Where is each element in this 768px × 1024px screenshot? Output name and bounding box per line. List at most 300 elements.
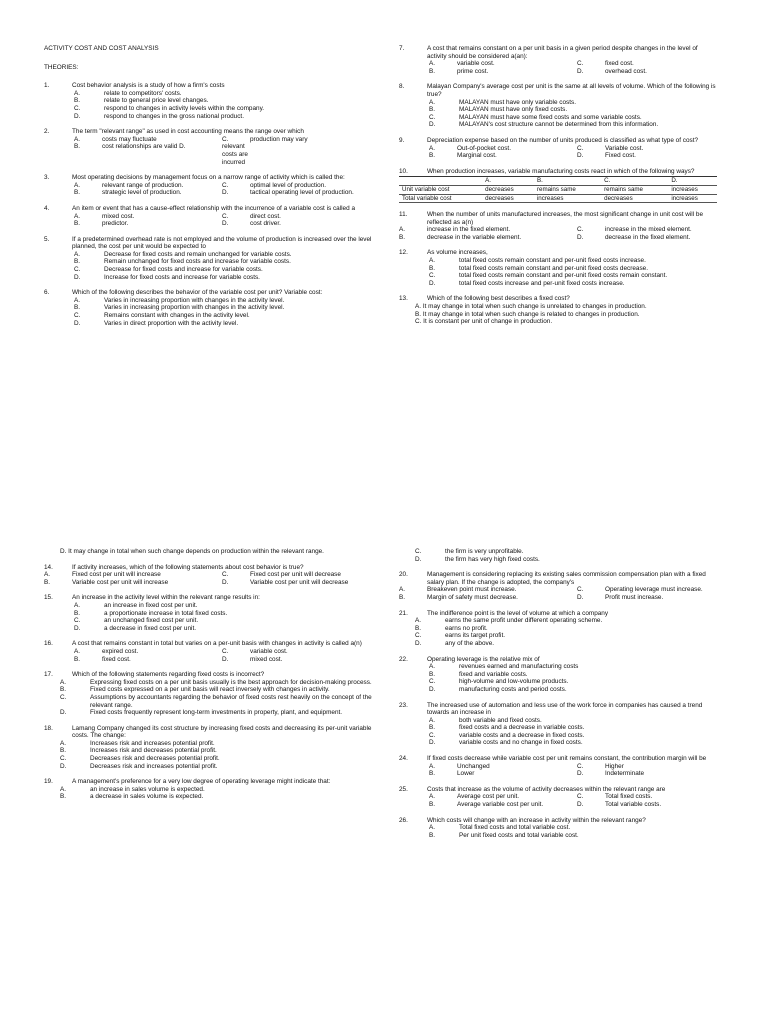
- answer-option: [44, 602, 372, 610]
- option-letter: C.: [74, 617, 81, 625]
- option-letter: D.: [222, 189, 229, 197]
- question-stem: When the number of units manufactured increases, the most significant change in unit cost will be reflected as a(n): [427, 211, 704, 226]
- question-stem: Costs that increase as the volume of activity decreases within the relevant range are: [427, 785, 666, 793]
- option-letter: C.: [222, 571, 229, 579]
- option-text: revenues earned and manufacturing costs: [459, 663, 579, 671]
- question-stem-row: [399, 249, 717, 257]
- question-number: 10.: [399, 167, 408, 175]
- question: [44, 564, 372, 587]
- option-text: Operating leverage must increase.: [605, 586, 703, 594]
- question-number: 8.: [399, 83, 405, 91]
- question: [44, 82, 372, 120]
- answer-option: [399, 99, 717, 107]
- option-text: Total fixed costs and total variable cost.: [459, 824, 571, 832]
- question: [399, 786, 717, 809]
- option-text: fixed costs and a decrease in variable costs.: [459, 724, 585, 732]
- question-number: 12.: [399, 249, 408, 257]
- option-text: production may vary: [250, 135, 308, 143]
- answer-option: [44, 266, 372, 274]
- answer-option: [399, 678, 717, 686]
- question-number: 6.: [44, 289, 50, 297]
- option-text: fixed cost.: [102, 655, 131, 663]
- question-stem-row: [399, 610, 717, 618]
- option-letter: D.: [429, 739, 436, 747]
- option-text: both variable and fixed costs.: [459, 716, 542, 724]
- answer-option-row: [74, 189, 372, 197]
- answer-option-row: [44, 579, 372, 587]
- option-letter: B.: [399, 593, 406, 601]
- answer-option: [399, 257, 717, 265]
- option-text: total fixed costs remain constant and per-unit fixed costs decrease.: [459, 264, 648, 272]
- question-stem-row: [399, 83, 717, 98]
- option-text: costs may fluctuate: [102, 135, 157, 143]
- table-cell: remains same: [601, 185, 668, 194]
- option-text: total fixed costs remain constant and per-unit fixed costs increase.: [459, 257, 646, 265]
- option-letter: D.: [415, 639, 422, 647]
- option-text: prime cost.: [457, 67, 489, 75]
- question-stem: Management is considering replacing its existing sales commission compensation plan with a fixed salary plan. If the change is adopted, the company's: [427, 571, 706, 586]
- option-text: the firm has very high fixed costs.: [445, 555, 540, 563]
- option-text: Out-of-pocket cost.: [457, 144, 511, 152]
- question-stem-row: [399, 656, 717, 664]
- answer-option-row: [74, 143, 372, 166]
- table-header-cell: A.: [482, 177, 534, 186]
- option-text: Fixed costs frequently represent long-term investments in property, plant, and equipment.: [90, 709, 343, 717]
- option-letter: A.: [429, 716, 436, 724]
- option-letter: B.: [74, 143, 81, 151]
- question-number: 22.: [399, 655, 408, 663]
- option-text: MALAYAN's cost structure cannot be determined from this information.: [459, 121, 659, 129]
- option-letter: C.: [222, 181, 229, 189]
- question-stem: When production increases, variable manufacturing costs react in which of the following ways?: [427, 167, 695, 175]
- answer-option: [415, 625, 717, 633]
- option-letter: A.: [74, 135, 81, 143]
- question: [44, 640, 372, 663]
- answer-option: [415, 548, 717, 556]
- option-letter: C.: [74, 104, 81, 112]
- option-letter: B.: [429, 67, 436, 75]
- option-letter: C.: [60, 693, 67, 701]
- question-stem: A cost that remains constant in total but varies on a per-unit basis with changes in activity is called a(n): [72, 640, 362, 648]
- table-cell: Unit variable cost: [399, 185, 482, 194]
- question-number: 16.: [44, 640, 53, 648]
- question-number: 25.: [399, 785, 408, 793]
- question-number: 9.: [399, 136, 405, 144]
- answer-option: [399, 739, 717, 747]
- option-text: an increase in sales volume is expected.: [90, 785, 205, 793]
- question-stem-row: [44, 778, 372, 786]
- option-text: Fixed cost per unit will increase: [72, 571, 161, 579]
- question-number: 3.: [44, 174, 50, 182]
- option-letter: D.: [429, 121, 436, 129]
- option-text: Remains constant with changes in the activity level.: [104, 312, 250, 320]
- question-stem: A cost that remains constant on a per unit basis in a given period despite changes in the level of activity should be considered a(an):: [427, 45, 698, 60]
- question: [399, 295, 717, 325]
- option-text: optimal level of production.: [250, 181, 327, 189]
- answer-option: [60, 793, 372, 801]
- option-text: Variable cost.: [605, 144, 644, 152]
- answer-option-row: [429, 68, 717, 76]
- answer-option: [399, 121, 717, 129]
- answer-option: [415, 617, 717, 625]
- option-letter: A.: [60, 739, 67, 747]
- answer-option: [44, 105, 372, 113]
- option-text: Unchanged: [457, 762, 490, 770]
- option-letter: A.: [74, 647, 81, 655]
- answer-option: [60, 755, 372, 763]
- question-number: 19.: [44, 778, 53, 786]
- option-letter: C.: [577, 226, 584, 234]
- option-text: increase in the fixed element.: [427, 226, 511, 234]
- option-letter: A.: [74, 296, 81, 304]
- answer-option-row: [74, 220, 372, 228]
- option-text: the firm is very unprofitable.: [445, 548, 524, 555]
- answer-option: [415, 556, 717, 564]
- option-letter: D.: [74, 273, 81, 281]
- question-number: 23.: [399, 701, 408, 709]
- question-stem-row: [44, 174, 372, 182]
- option-letter: B.: [429, 152, 436, 160]
- answer-option-row: [74, 656, 372, 664]
- question: [44, 128, 372, 166]
- option-text: cost relationships are valid D.: [102, 143, 186, 151]
- option-letter: B.: [74, 189, 81, 197]
- option-letter: A.: [429, 663, 436, 671]
- answer-option-row: [399, 234, 717, 242]
- answer-option: [44, 258, 372, 266]
- option-letter: D.: [60, 762, 67, 770]
- page-one-right-column: [399, 45, 717, 334]
- option-letter: C.: [74, 266, 81, 274]
- answer-option: [44, 312, 372, 320]
- option-letter: B.: [399, 233, 406, 241]
- option-letter: B.: [429, 670, 436, 678]
- table-cell: increases: [668, 185, 717, 194]
- option-letter: C.: [577, 60, 584, 68]
- question-stem: If fixed costs decrease while variable cost per unit remains constant, the contribution margin will be: [427, 755, 707, 763]
- option-text: a decrease in sales volume is expected.: [90, 793, 204, 801]
- question: [399, 610, 717, 648]
- option-text: high-volume and low-volume products.: [459, 678, 569, 686]
- answer-option: A. It may change in total when such change is unrelated to changes in production.: [415, 303, 647, 311]
- table-header-cell: B.: [534, 177, 601, 186]
- option-text: Decrease for fixed costs and remain unchanged for variable costs.: [104, 250, 292, 258]
- page-two: [0, 512, 768, 1024]
- option-letter: C.: [577, 144, 584, 152]
- option-text: Fixed cost.: [605, 152, 636, 160]
- answer-option: [399, 265, 717, 273]
- question-stem: Malayan Company's average cost per unit is the same at all levels of volume. Which of the following is true?: [427, 83, 716, 98]
- option-text: relate to competitors' costs.: [104, 89, 182, 97]
- answer-option: [60, 694, 372, 709]
- option-text: Per unit fixed costs and total variable cost.: [459, 831, 579, 839]
- option-letter: C.: [577, 762, 584, 770]
- answer-option: [44, 610, 372, 618]
- answer-option-row: [74, 136, 372, 144]
- option-letter: D.: [74, 624, 81, 632]
- option-text: respond to changes in activity levels within the company.: [104, 104, 265, 112]
- answer-option: [399, 106, 717, 114]
- table-header-cell: [399, 177, 482, 186]
- question-stem: An increase in the activity level within the relevant range results in:: [72, 594, 260, 602]
- option-letter: B.: [74, 609, 81, 617]
- option-text: manufacturing costs and period costs.: [459, 685, 567, 693]
- option-text: Average variable cost per unit.: [457, 801, 544, 809]
- option-text: expired cost.: [102, 647, 139, 655]
- answer-option: C. It is constant per unit of change in production.: [415, 318, 553, 326]
- option-text: an unchanged fixed cost per unit.: [104, 617, 199, 625]
- question-stem-row: [399, 817, 717, 825]
- question-stem: Most operating decisions by management focus on a narrow range of activity which is called the:: [72, 174, 345, 182]
- option-letter: B.: [60, 686, 67, 694]
- question-stem-row: [399, 571, 717, 586]
- question-number: 21.: [399, 609, 408, 617]
- question: [399, 817, 717, 840]
- option-letter: D.: [429, 279, 436, 287]
- question-stem: The indifference point is the level of volume at which a company: [427, 609, 609, 617]
- question: [44, 236, 372, 282]
- answer-option: [44, 274, 372, 282]
- option-letter: C.: [222, 647, 229, 655]
- option-letter: D.: [60, 709, 67, 717]
- option-letter: A.: [429, 60, 436, 68]
- option-letter: D.: [74, 319, 81, 327]
- option-letter: B.: [74, 97, 81, 105]
- answer-option: [399, 832, 717, 840]
- question-stem-row: [44, 289, 372, 297]
- option-text: Margin of safety must decrease.: [427, 593, 518, 601]
- option-text: Fixed cost per unit will decrease: [250, 571, 341, 579]
- question: [399, 656, 717, 694]
- option-text: Breakeven point must increase.: [427, 586, 517, 594]
- question-stem-row: [44, 640, 372, 648]
- option-text: Profit must increase.: [605, 593, 664, 601]
- question-stem: Depreciation expense based on the number of units produced is classified as what type of cost?: [427, 136, 699, 144]
- question: [44, 594, 372, 632]
- option-letter: D.: [577, 233, 584, 241]
- question-stem: As volume increases,: [427, 249, 488, 257]
- question-stem: Which of the following best describes a fixed cost?: [427, 295, 570, 303]
- option-text: Remain unchanged for fixed costs and increase for variable costs.: [104, 258, 291, 266]
- option-text: Total fixed costs.: [605, 793, 653, 801]
- option-letter: A.: [429, 144, 436, 152]
- answer-option: [399, 724, 717, 732]
- option-letter: C.: [577, 586, 584, 594]
- option-text: MALAYAN must have only variable costs.: [459, 98, 576, 106]
- option-text: variable costs and a decrease in fixed costs.: [459, 731, 585, 739]
- question-number: 17.: [44, 671, 53, 679]
- option-letter: C.: [222, 135, 229, 143]
- option-text: decrease in the fixed element.: [605, 233, 691, 241]
- option-letter: B.: [429, 770, 436, 778]
- option-text: Marginal cost.: [457, 152, 497, 160]
- answer-option: [399, 717, 717, 725]
- question: [399, 83, 717, 129]
- option-letter: A.: [44, 571, 51, 579]
- question-stem-row: [399, 295, 717, 303]
- question-stem-row: [44, 82, 372, 90]
- option-text: any of the above.: [445, 639, 495, 647]
- option-text: a decrease in fixed cost per unit.: [104, 624, 197, 632]
- answer-option-row: [74, 648, 372, 656]
- answer-option: [60, 709, 372, 717]
- option-text: earns its target profit.: [445, 632, 506, 640]
- table-cell: increases: [534, 194, 601, 203]
- answer-option-row: [399, 226, 717, 234]
- answer-option: [60, 679, 372, 687]
- option-text: Varies in direct proportion with the activity level.: [104, 319, 239, 327]
- option-text: Total variable costs.: [605, 801, 662, 809]
- question-stem-row: [44, 236, 372, 251]
- option-text: mixed cost.: [250, 655, 283, 663]
- option-letter: C.: [222, 212, 229, 220]
- option-letter: A.: [429, 793, 436, 801]
- question-number: 24.: [399, 755, 408, 763]
- table-cell: Total variable cost: [399, 194, 482, 203]
- option-letter: D.: [222, 578, 229, 586]
- option-text: overhead cost.: [605, 67, 647, 75]
- cost-behavior-table: [399, 176, 717, 203]
- question: [399, 702, 717, 748]
- question-stem-row: [399, 45, 717, 60]
- answer-option: [44, 97, 372, 105]
- option-text: Variable cost per unit will decrease: [250, 578, 349, 586]
- option-letter: B.: [60, 793, 67, 801]
- answer-option-row: [429, 763, 717, 771]
- question-number: 1.: [44, 82, 50, 90]
- answer-option: B. It may change in total when such change is related to changes in production.: [415, 310, 640, 318]
- answer-option-row: [429, 770, 717, 778]
- option-text: tactical operating level of production.: [250, 189, 354, 197]
- answer-option: [399, 114, 717, 122]
- question-stem-row: [44, 725, 372, 740]
- option-text: Decreases risk and decreases potential profit.: [90, 755, 220, 763]
- option-letter: relevant costs are incurred: [222, 143, 248, 166]
- option-letter: D.: [577, 67, 584, 75]
- option-letter: B.: [429, 106, 436, 114]
- question: [399, 211, 717, 241]
- question-number: 15.: [44, 594, 53, 602]
- option-letter: C.: [415, 548, 422, 555]
- document-title: ACTIVITY COST AND COST ANALYSIS: [44, 45, 159, 52]
- table-cell: increases: [668, 194, 717, 203]
- continued-option: D. It may change in total when such change depends on production within the relevant range.: [60, 548, 324, 555]
- question: [399, 249, 717, 287]
- answer-option-row: [429, 793, 717, 801]
- option-letter: A.: [399, 586, 406, 594]
- question-stem: Cost behavior analysis is a study of how a firm's costs: [72, 82, 225, 90]
- option-letter: C.: [60, 755, 67, 763]
- question-stem: A management's preference for a very low degree of operating leverage might indicate that:: [72, 778, 331, 786]
- answer-option: [60, 747, 372, 755]
- page-one-left-column: [44, 45, 372, 335]
- question-stem-row: [399, 755, 717, 763]
- page-two-right-column: [399, 548, 717, 847]
- option-letter: A.: [74, 181, 81, 189]
- question-stem: If a predetermined overhead rate is not employed and the volume of production is increased over the level planned, the cost per unit would be expected to: [72, 235, 372, 251]
- option-letter: D.: [222, 655, 229, 663]
- answer-option-row: [429, 801, 717, 809]
- answer-option-row: [429, 60, 717, 68]
- question-stem: Which of the following statements regarding fixed costs is incorrect?: [72, 671, 265, 679]
- question-number: 20.: [399, 571, 408, 579]
- question-stem-row: [44, 594, 372, 602]
- option-text: relate to general price level changes.: [104, 97, 209, 105]
- option-letter: B.: [415, 624, 422, 632]
- question-stem: The term "relevant range" as used in cost accounting means the range over which: [72, 128, 304, 136]
- option-text: respond to changes in the gross national product.: [104, 112, 244, 120]
- option-letter: C.: [429, 272, 436, 280]
- option-letter: D.: [415, 555, 422, 563]
- option-text: direct cost.: [250, 212, 281, 220]
- answer-option-row: [44, 571, 372, 579]
- answer-option: [44, 625, 372, 633]
- question-number: 14.: [44, 563, 53, 571]
- option-text: Decrease for fixed costs and increase for variable costs.: [104, 266, 263, 274]
- answer-option: [60, 763, 372, 771]
- question-stem-row: [44, 564, 372, 572]
- option-letter: B.: [429, 801, 436, 809]
- question: [399, 755, 717, 778]
- option-letter: C.: [429, 731, 436, 739]
- option-text: Indeterminate: [605, 770, 645, 778]
- option-text: Higher: [605, 762, 624, 770]
- answer-option: [415, 640, 717, 648]
- question: [44, 725, 372, 771]
- option-text: relevant range of production.: [102, 181, 184, 189]
- question: [44, 289, 372, 327]
- table-header-cell: C.: [601, 177, 668, 186]
- answer-option: [44, 297, 372, 305]
- option-text: Decreases risk and increases potential profit.: [90, 762, 218, 770]
- question-stem: Which of the following describes the behavior of the variable cost per unit? Variable cost:: [72, 289, 323, 297]
- answer-option-row: [399, 594, 717, 602]
- option-text: Expressing fixed costs on a per unit basis usually is the best approach for decision-making process.: [90, 678, 372, 686]
- option-text: earns the same profit under different operating scheme.: [445, 617, 603, 625]
- table-cell: decreases: [482, 194, 534, 203]
- question: [44, 778, 372, 801]
- question-stem-row: [399, 137, 717, 145]
- option-letter: B.: [429, 264, 436, 272]
- option-text: fixed cost.: [605, 60, 634, 68]
- option-text: total fixed costs increase and per-unit fixed costs increase.: [459, 279, 625, 287]
- option-letter: B.: [60, 747, 67, 755]
- table-cell: remains same: [534, 185, 601, 194]
- option-letter: A.: [74, 89, 81, 97]
- option-letter: A.: [415, 617, 422, 625]
- question-stem: Which costs will change with an increase in activity within the relevant range?: [427, 816, 646, 824]
- answer-option: [399, 824, 717, 832]
- option-text: cost driver.: [250, 220, 281, 228]
- answer-option: [44, 251, 372, 259]
- table-header-cell: D.: [668, 177, 717, 186]
- option-text: MALAYAN must have only fixed costs.: [459, 106, 568, 114]
- table-cell: decreases: [601, 194, 668, 203]
- option-text: Varies in increasing proportion with changes in the activity level.: [104, 296, 285, 304]
- question: [399, 168, 717, 203]
- answer-option-row: [74, 182, 372, 190]
- question-number: 26.: [399, 816, 408, 824]
- option-text: mixed cost.: [102, 212, 135, 220]
- option-text: Fixed costs expressed on a per unit basis will react inversely with changes in activity.: [90, 686, 330, 694]
- option-letter: A.: [74, 212, 81, 220]
- option-text: earns no profit.: [445, 624, 488, 632]
- option-letter: C.: [577, 793, 584, 801]
- option-letter: B.: [429, 831, 436, 839]
- option-letter: B.: [74, 258, 81, 266]
- option-text: a proportionate increase in total fixed costs.: [104, 609, 228, 617]
- option-text: strategic level of production.: [102, 189, 182, 197]
